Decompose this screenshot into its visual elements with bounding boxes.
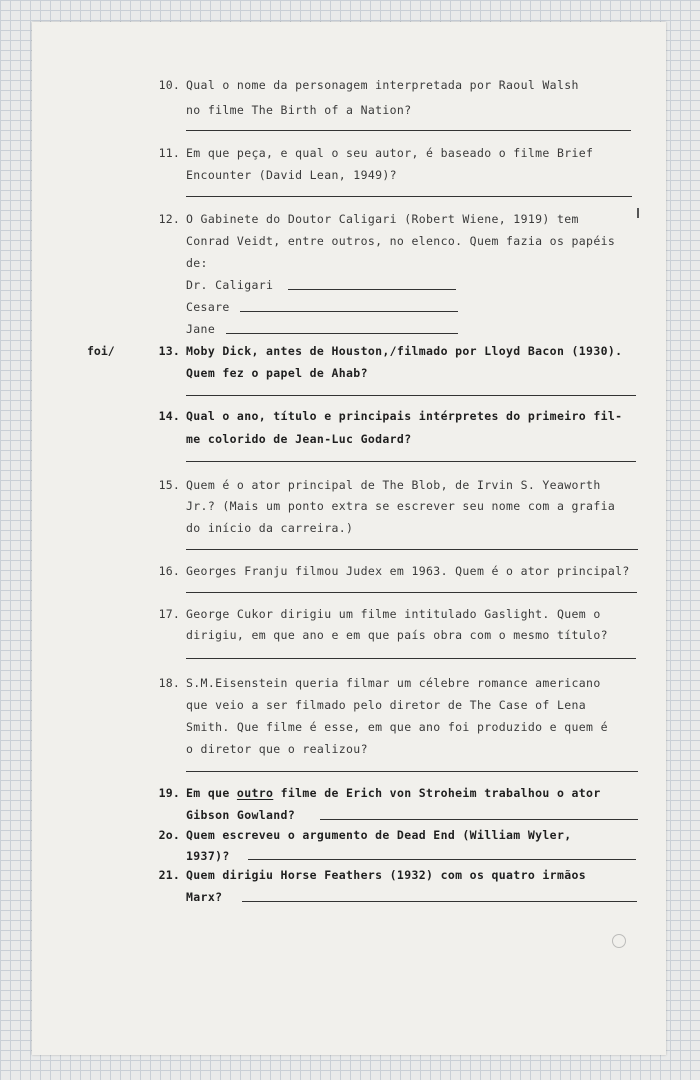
role-label-caligari: Dr. Caligari: [186, 278, 274, 292]
handwritten-margin-note: foi/: [87, 344, 115, 358]
answer-line: [240, 311, 458, 312]
question-number: 13.: [158, 344, 180, 358]
answer-line: [186, 395, 636, 396]
answer-line: [186, 461, 636, 462]
underlined-word: outro: [236, 786, 274, 800]
question-number: 15.: [158, 478, 180, 492]
question-text-part: filme de Erich von Stroheim trabalhou o ator: [273, 786, 601, 800]
question-text-line: Conrad Veidt, entre outros, no elenco. Quem fazia os papéis: [186, 234, 616, 248]
question-text-line: George Cukor dirigiu um filme intitulado Gaslight. Quem o: [186, 607, 601, 621]
question-text-line: S.M.Eisenstein queria filmar um célebre romance americano: [186, 676, 601, 690]
question-number: 17.: [158, 607, 180, 621]
question-number: 16.: [158, 564, 180, 578]
answer-line: [186, 658, 636, 659]
question-text-line: que veio a ser filmado pelo diretor de The Case of Lena: [186, 698, 587, 712]
question-number: 19.: [158, 786, 180, 800]
question-text-line: Qual o ano, título e principais intérpretes do primeiro fil-: [186, 409, 623, 423]
question-text-line: Jr.? (Mais um ponto extra se escrever seu nome com a grafia: [186, 499, 616, 513]
question-text-line: Em que peça, e qual o seu autor, é baseado o filme Brief: [186, 146, 594, 160]
paper-stain: [612, 934, 626, 948]
answer-line: [248, 859, 636, 860]
question-text-line: de:: [186, 256, 208, 270]
answer-line: [186, 196, 632, 197]
answer-line: [186, 592, 637, 593]
answer-line: [186, 549, 638, 550]
question-text-line: Gibson Gowland?: [186, 808, 296, 822]
question-text-line: Encounter (David Lean, 1949)?: [186, 168, 397, 182]
answer-line: [186, 130, 631, 131]
question-text-line: dirigiu, em que ano e em que país obra com o mesmo título?: [186, 628, 608, 642]
question-text-line: 1937)?: [186, 849, 230, 863]
question-number: 10.: [158, 78, 180, 92]
question-text-line: o diretor que o realizou?: [186, 742, 368, 756]
question-number: 21.: [158, 868, 180, 882]
role-label-jane: Jane: [186, 322, 216, 336]
question-text-line: Smith. Que filme é esse, em que ano foi produzido e quem é: [186, 720, 608, 734]
question-number: 2o.: [158, 828, 180, 842]
answer-line: [226, 333, 458, 334]
question-text-line: Georges Franju filmou Judex em 1963. Quem é o ator principal?: [186, 564, 630, 578]
answer-line: [186, 771, 638, 772]
pen-tick-mark: [637, 208, 639, 218]
question-number: 18.: [158, 676, 180, 690]
question-number: 11.: [158, 146, 180, 160]
answer-line: [320, 819, 638, 820]
question-text-part: Em que: [186, 786, 237, 800]
question-text-line: O Gabinete do Doutor Caligari (Robert Wiene, 1919) tem: [186, 212, 579, 226]
question-text-line: me colorido de Jean-Luc Godard?: [186, 432, 412, 446]
question-text-line: Quem dirigiu Horse Feathers (1932) com os quatro irmãos: [186, 868, 587, 882]
question-text-line: Qual o nome da personagem interpretada por Raoul Walsh: [186, 78, 579, 92]
question-text-line: no filme The Birth of a Nation?: [186, 103, 412, 117]
question-text-line: Quem escreveu o argumento de Dead End (William Wyler,: [186, 828, 572, 842]
question-text-line: [186, 786, 601, 800]
question-text-line: Moby Dick, antes de Houston,/filmado por Lloyd Bacon (1930).: [186, 344, 623, 358]
question-number: 14.: [158, 409, 180, 423]
question-text-line: Marx?: [186, 890, 223, 904]
answer-line: [288, 289, 456, 290]
question-number: 12.: [158, 212, 180, 226]
answer-line: [242, 901, 637, 902]
question-text-line: Quem fez o papel de Ahab?: [186, 366, 368, 380]
question-text-line: do início da carreira.): [186, 521, 354, 535]
question-text-line: Quem é o ator principal de The Blob, de Irvin S. Yeaworth: [186, 478, 601, 492]
questionnaire-page: [32, 22, 666, 1055]
role-label-cesare: Cesare: [186, 300, 230, 314]
